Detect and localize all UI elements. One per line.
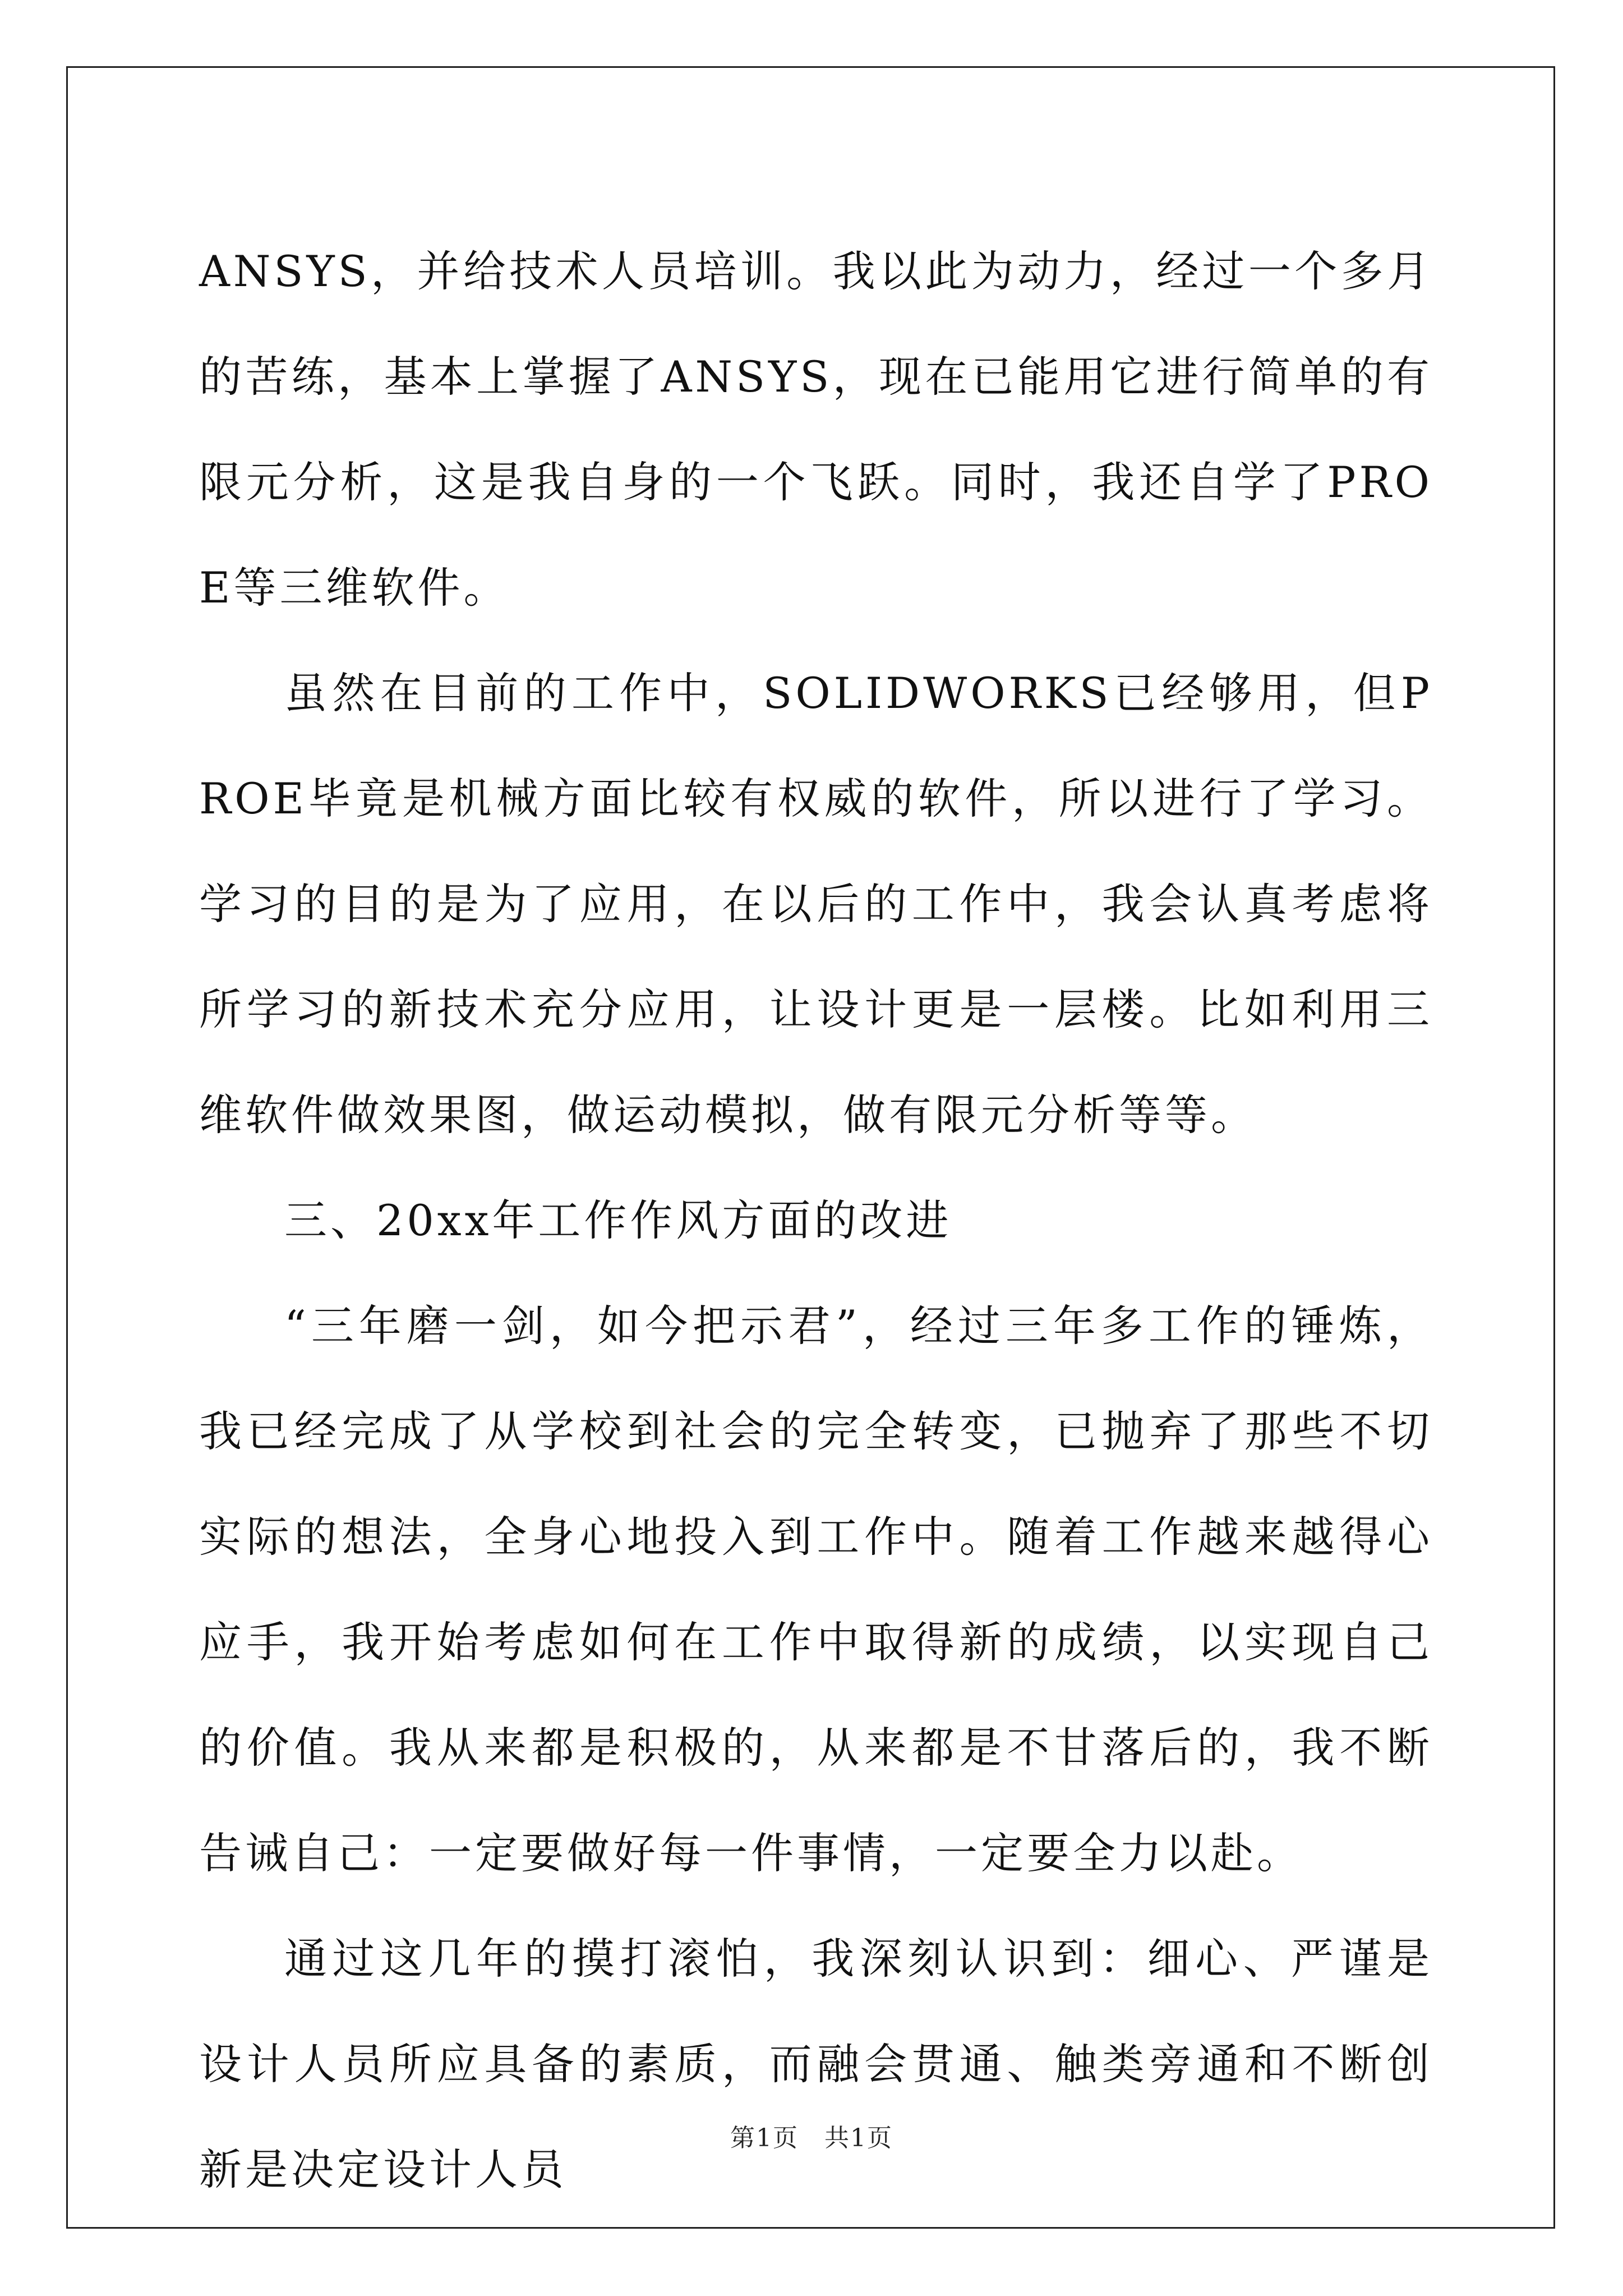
paragraph-ansys-training: ANSYS，并给技术人员培训。我以此为动力，经过一个多月的苦练，基本上掌握了ANSYS，现在已能用它进行简单的有限元分析，这是我自身的一个飞跃。同时，我还自学了PROE等三维软件。 [199, 246, 1433, 613]
page-footer: 第1页 共1页 [730, 2124, 893, 2152]
paragraph-proe-learning: 虽然在目前的工作中，SOLIDWORKS已经够用，但PROE毕竟是机械方面比较有权威的软件，所以进行了学习。学习的目的是为了应用，在以后的工作中，我会认真考虑将所学习的新技术充分应用，让设计更是一层楼。比如利用三维软件做效果图，做运动模拟，做有限元分析等等。 [199, 668, 1433, 1140]
paragraph-three-years: “三年磨一剑，如今把示君”，经过三年多工作的锤炼，我已经完成了从学校到社会的完全转变，已抛弃了那些不切实际的想法，全身心地投入到工作中。随着工作越来越得心应手，我开始考虑如何在工作中取得新的成绩，以实现自己的价值。我从来都是积极的，从来都是不甘落后的，我不断告诫自己：一定要做好每一件事情，一定要全力以赴。 [199, 1301, 1433, 1878]
section-heading-work-style: 三、20xx年工作作风方面的改进 [284, 1195, 952, 1245]
paragraph-design-qualities: 通过这几年的摸打滚怕，我深刻认识到：细心、严谨是设计人员所应具备的素质，而融会贯通、触类旁通和不断创新是决定设计人员 [199, 1934, 1433, 2194]
document-body [199, 219, 1433, 2223]
